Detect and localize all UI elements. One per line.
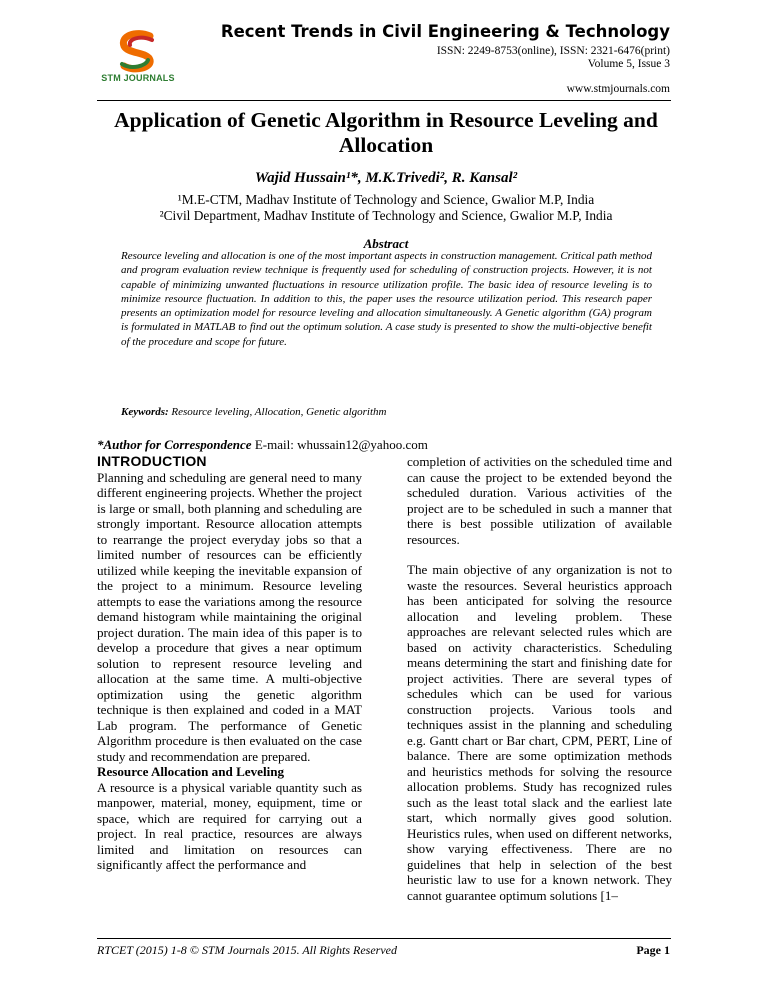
right-column	[407, 454, 672, 903]
issn: ISSN: 2249-8753(online), ISSN: 2321-6476(print)	[436, 45, 670, 57]
left-column	[97, 454, 362, 873]
introduction-heading: INTRODUCTION	[97, 453, 207, 469]
keywords	[121, 406, 386, 418]
logo-text: STM JOURNALS	[101, 73, 175, 83]
affiliation-2: ²Civil Department, Madhav Institute of Technology and Science, Gwalior M.P, India	[159, 208, 613, 223]
volume-issue: Volume 5, Issue 3	[587, 58, 670, 70]
right-paragraph-2: The main objective of any organization is not to waste the resources. Several heuristics approach has been anticipated for solving the resource allocation and leveling problem. These approaches are relevant selected rules which are based on activity characteristics. Scheduling means determining the start and finishing date for project activities. There are several types of schedules which can be used for various construction projects. Various tools and techniques assist in the planning and scheduling e.g. Gantt chart or Bar chart, CPM, PERT, Line of balance. There are some optimization methods and heuristics methods for solving the resource allocation problems. Study has recognized rules such as the least total slack and the earliest late start, which normally gives good solution. Heuristics rules, when used on different networks, show varying effectiveness. There are no guidelines that help in selection of the best heuristic law to use for a known network. They cannot guarantee optimum solutions [1–	[407, 562, 672, 903]
correspondence	[97, 437, 428, 453]
correspondence-email[interactable]: E-mail: whussain12@yahoo.com	[254, 437, 428, 452]
intro-paragraph: Planning and scheduling are general need to many different engineering projects. Whether the project is large or small, both planning and scheduling are strongly important. Resource allocation attempts to rearrange the project everyday jobs so that a limited number of resources can be efficiently utilized while keeping the inevitable expansion of the project to a minimum. Resource leveling attempts to ease the variations among the resource demand histogram while maintaining the original project duration. The main idea of this paper is to develop a procedure that gives a near optimum solution to represent resource leveling and allocation at the same time. A multi-objective optimization using the genetic algorithm technique is then explained and coded in a MAT Lab program. The performance of Genetic Algorithm procedure is then evaluated on the case study and recommendation are prepared.	[97, 469, 362, 764]
footer-citation: RTCET (2015) 1-8 © STM Journals 2015. All Rights Reserved	[97, 943, 397, 957]
footer-divider	[97, 938, 671, 939]
keywords-list: Resource leveling, Allocation, Genetic algorithm	[171, 406, 387, 418]
journal-website-link[interactable]: www.stmjournals.com	[566, 83, 670, 95]
keywords-label: Keywords:	[121, 406, 169, 418]
journal-name: Recent Trends in Civil Engineering & Technology	[220, 22, 670, 41]
page-number: Page 1	[636, 943, 670, 957]
paper-title: Application of Genetic Algorithm in Resource Leveling and Allocation	[114, 108, 658, 157]
abstract-text: Resource leveling and allocation is one of the most important aspects in construction management. Critical path method and program evaluation review technique is frequently used for scheduling of construction projects. However, it is not capable of minimizing unwanted fluctuations in resource utilization profile. The basic idea of resource leveling is to minimize resource fluctuation. In addition to this, the paper uses the resource utilization period. This research paper presents an optimization model for resource leveling and allocation simultaneously. A Genetic algorithm (GA) program is formulated in MATLAB to find out the optimum solution. A case study is presented to show the multi-objective benefit of the procedure and scope for future.	[121, 250, 652, 348]
paper-authors: Wajid Hussain¹*, M.K.Trivedi², R. Kansal²	[254, 170, 518, 186]
correspondence-label: *Author for Correspondence	[97, 437, 252, 452]
header-divider	[97, 100, 671, 101]
section-heading-resource-allocation: Resource Allocation and Leveling	[97, 764, 285, 779]
affiliation-1: ¹M.E-CTM, Madhav Institute of Technology and Science, Gwalior M.P, India	[177, 192, 595, 207]
abstract-heading: Abstract	[363, 236, 409, 251]
right-paragraph-1: completion of activities on the scheduled time and can cause the project to be extended beyond the scheduled duration. Various activities of the project are to be scheduled in such a manner that there is best possible utilization of available resources.	[407, 454, 672, 547]
resource-paragraph: A resource is a physical variable quantity such as manpower, material, money, equipment, time or space, which are required for carrying out a project. In real practice, resources are always limited and limitation on resources can significantly affect the performance and	[97, 779, 362, 872]
